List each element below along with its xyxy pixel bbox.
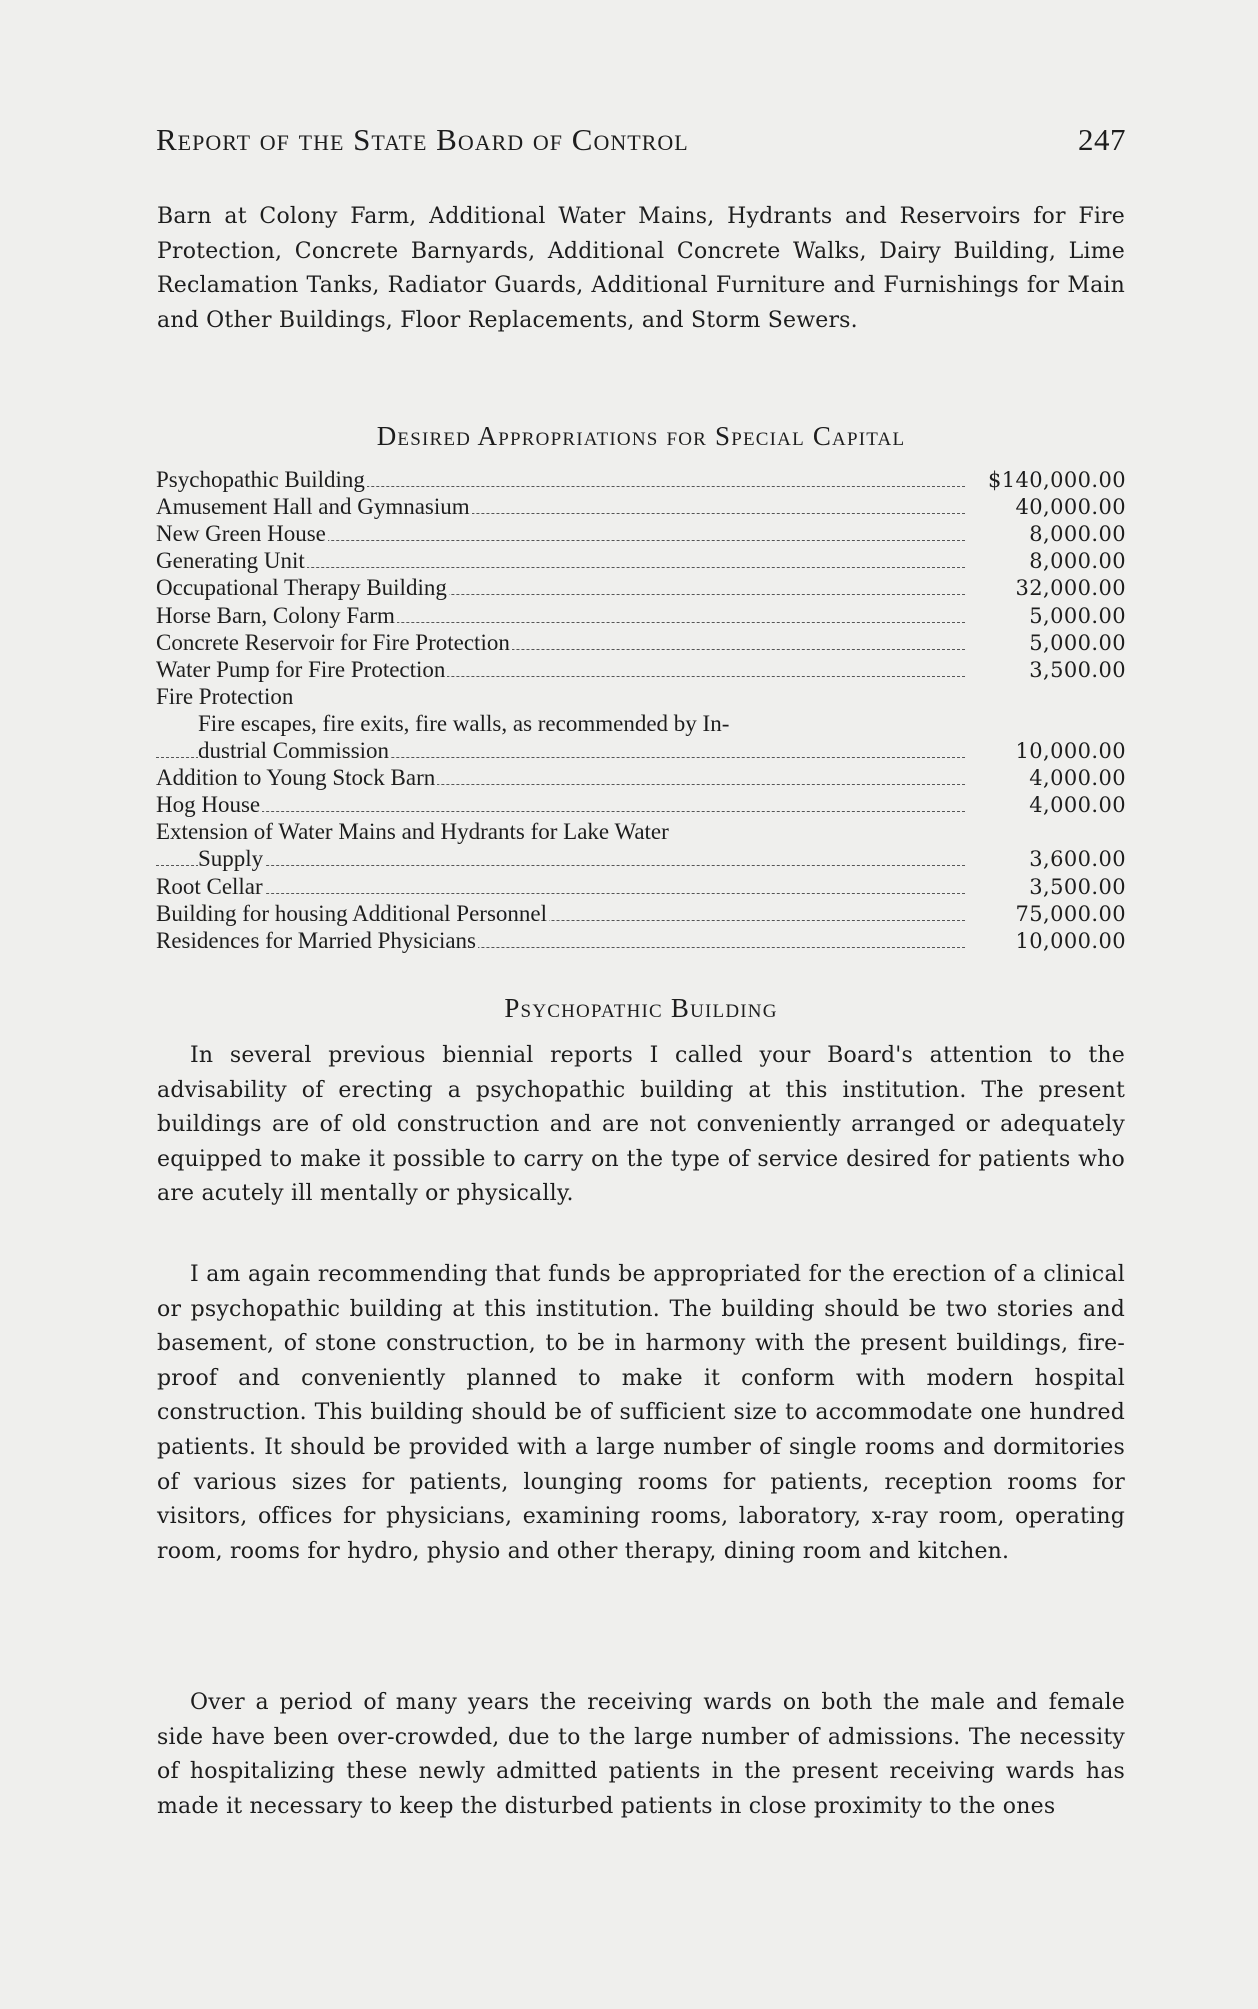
item-label: Generating Unit (156, 547, 981, 574)
table-row (156, 710, 1126, 737)
table-row (156, 818, 1126, 845)
paragraph: I am again recommending that funds be appropriated for the erection of a clinical or psychopathic building at this institution. The building should be two stories and basement, of stone construction, to be in harmony with the present buildings, fire-proof and conveniently planned to make it conform with modern hospital construction. This building should be of sufficient size to accommodate one hundred patients. It should be provided with a large number of single rooms and dormitories of various sizes for patients, lounging rooms for patients, reception rooms for visitors, offices for physicians, examining rooms, laboratory, x-ray room, operating room, rooms for hydro, physio and other therapy, dining room and kitchen. (157, 1262, 1125, 1564)
table-row (156, 493, 1126, 520)
table-row (156, 629, 1126, 656)
item-amount: 5,000.00 (1029, 630, 1126, 655)
item-label: Supply (156, 845, 981, 872)
item-amount: 75,000.00 (1015, 901, 1126, 926)
item-label: Building for housing Additional Personnel (156, 900, 981, 927)
item-amount: 3,500.00 (1029, 657, 1126, 682)
table-row (156, 574, 1126, 601)
appropriations-table (156, 466, 1126, 954)
table-row (156, 927, 1126, 954)
item-amount: 40,000.00 (1015, 495, 1126, 520)
item-label: Hog House (156, 791, 981, 818)
item-label: Residences for Married Physicians (156, 927, 981, 954)
item-label: Fire escapes, fire exits, fire walls, as recommended by In- (198, 710, 730, 736)
table-row (156, 737, 1126, 764)
psychopathic-heading: Psychopathic Building (504, 993, 778, 1023)
table-row (156, 683, 1126, 710)
paragraph: Over a period of many years the receiving wards on both the male and female side have been over-crowded, due to the large number of admissions. The necessity of hospitalizing these newly admitted patients in the present receiving wards has made it necessary to keep the disturbed patients in close proximity to the ones (157, 1690, 1125, 1819)
item-label: Psychopathic Building (156, 466, 981, 493)
item-amount: 4,000.00 (1029, 766, 1126, 791)
item-label: Addition to Young Stock Barn (156, 764, 981, 791)
item-amount (981, 818, 1126, 845)
appropriations-heading: Desired Appropriations for Special Capital (376, 421, 906, 451)
paragraph: In several previous biennial reports I called your Board's attention to the advisability of erecting a psychopathic building at this institution. The present buildings are of old construction and are not conveniently arranged or adequately equipped to make it possible to carry on the type of service desired for patients who are acutely ill mentally or physically. (157, 1043, 1125, 1207)
item-amount: 10,000.00 (1015, 928, 1126, 953)
table-row (156, 466, 1126, 493)
item-amount: 3,600.00 (1029, 847, 1126, 872)
item-amount: 32,000.00 (1015, 576, 1126, 601)
table-row (156, 764, 1126, 791)
table-row (156, 520, 1126, 547)
item-amount: $140,000.00 (988, 468, 1126, 493)
item-label: Horse Barn, Colony Farm (156, 601, 981, 628)
item-label: New Green House (156, 520, 981, 547)
table-row (156, 900, 1126, 927)
item-label: dustrial Commission (156, 737, 981, 764)
item-label: Amusement Hall and Gymnasium (156, 493, 981, 520)
item-amount (981, 710, 1126, 737)
running-head-title: Report of the State Board of Control (156, 122, 689, 157)
item-amount: 8,000.00 (1029, 549, 1126, 574)
page-number: 247 (1078, 122, 1126, 157)
item-amount (981, 683, 1126, 710)
item-label: Root Cellar (156, 872, 981, 899)
table-row (156, 547, 1126, 574)
item-amount: 8,000.00 (1029, 522, 1126, 547)
running-head (156, 122, 1126, 158)
item-label: Extension of Water Mains and Hydrants for Lake Water (156, 819, 669, 845)
table-row (156, 601, 1126, 628)
item-label: Fire Protection (156, 683, 294, 709)
intro-paragraph: Barn at Colony Farm, Additional Water Mains, Hydrants and Reservoirs for Fire Protection, Concrete Barnyards, Additional Concrete Walks, Dairy Building, Lime Reclamation Tanks, Radiator Guards, Additional Furniture and Furnishings for Main and Other Buildings, Floor Replacements, and Storm Sewers. (157, 204, 1125, 333)
item-amount: 4,000.00 (1029, 793, 1126, 818)
item-label: Occupational Therapy Building (156, 574, 981, 601)
item-amount: 10,000.00 (1015, 739, 1126, 764)
item-amount: 3,500.00 (1029, 874, 1126, 899)
table-row (156, 845, 1126, 872)
table-row (156, 656, 1126, 683)
item-label: Concrete Reservoir for Fire Protection (156, 629, 981, 656)
table-row (156, 791, 1126, 818)
item-amount: 5,000.00 (1029, 603, 1126, 628)
item-label: Water Pump for Fire Protection (156, 656, 981, 683)
table-row (156, 872, 1126, 899)
